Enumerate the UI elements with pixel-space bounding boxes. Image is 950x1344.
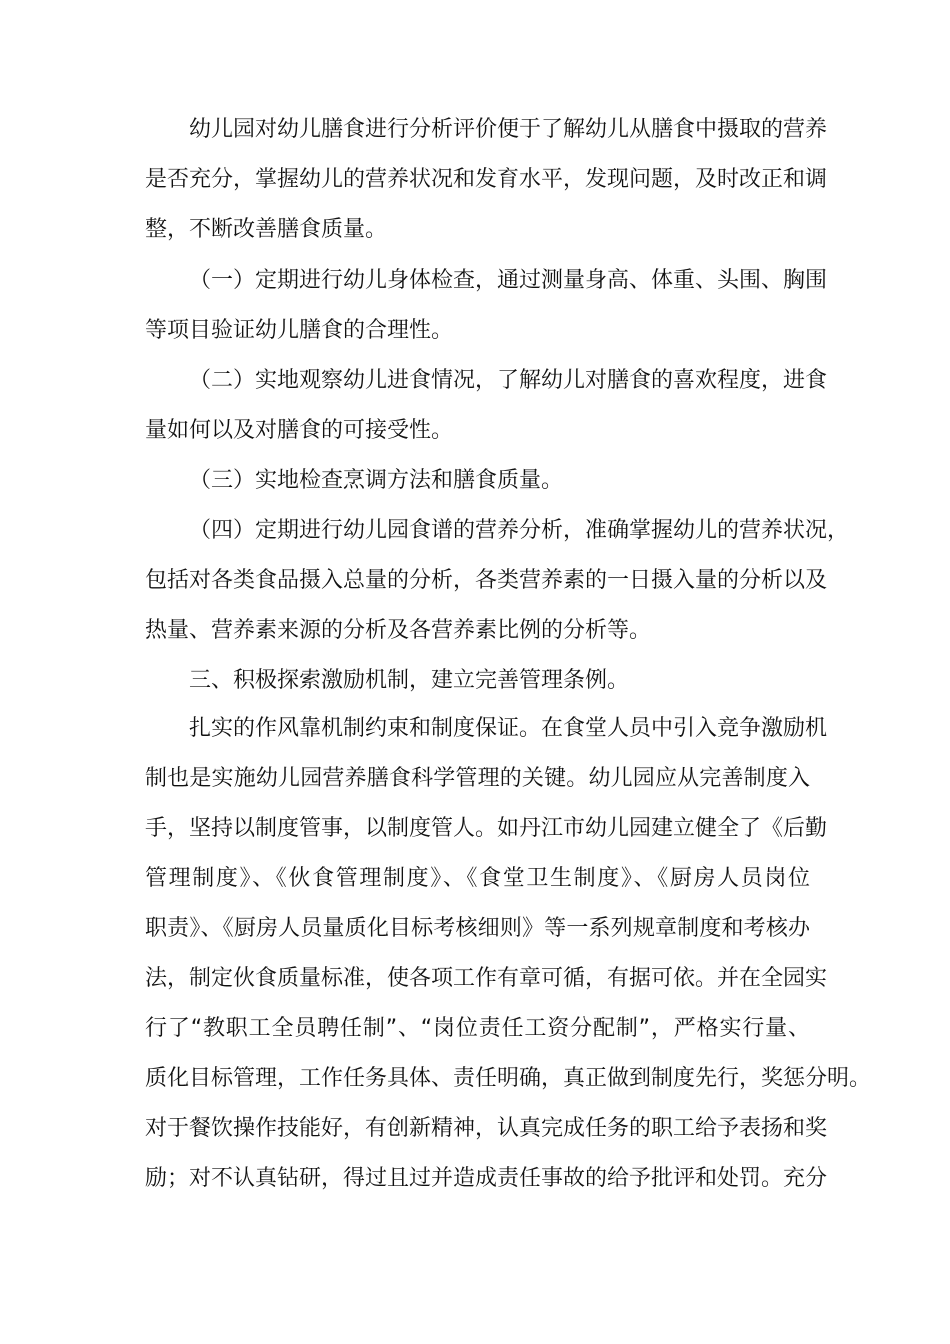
text-line: 量如何以及对膳食的可接受性。 [145,418,454,443]
text-line: 法，制定伙食质量标准，使各项工作有章可循，有据可依。并在全园实 [145,966,828,991]
text-line: 包括对各类食品摄入总量的分析，各类营养素的一日摄入量的分析以及 [145,568,828,593]
text-line: 管理制度》、《伙食管理制度》、《食堂卫生制度》、《厨房人员岗位 [145,866,810,891]
text-line: （二）实地观察幼儿进食情况，了解幼儿对膳食的喜欢程度，进食 [189,368,828,393]
text-line: 制也是实施幼儿园营养膳食科学管理的关键。幼儿园应从完善制度入 [145,766,810,791]
text-line: 整，不断改善膳食质量。 [145,217,388,242]
text-line: 行了“教职工全员聘任制”、“岗位责任工资分配制”，严格实行量、 [145,1016,810,1041]
text-line: 扎实的作风靠机制约束和制度保证。在食堂人员中引入竞争激励机 [189,716,828,741]
text-line: 手，坚持以制度管事，以制度管人。如丹江市幼儿园建立健全了《后勤 [145,816,828,841]
text-line: 热量、营养素来源的分析及各营养素比例的分析等。 [145,618,652,643]
text-line: （四）定期进行幼儿园食谱的营养分析，准确掌握幼儿的营养状况， [189,518,850,543]
text-line: 是否充分，掌握幼儿的营养状况和发育水平，发现问题，及时改正和调 [145,167,828,192]
text-line: 励；对不认真钻研，得过且过并造成责任事故的给予批评和处罚。充分 [145,1166,828,1191]
section-heading: 三、积极探索激励机制，建立完善管理条例。 [189,668,630,693]
text-line: 质化目标管理，工作任务具体、责任明确，真正做到制度先行，奖惩分明。 [145,1066,872,1091]
text-line: 对于餐饮操作技能好，有创新精神，认真完成任务的职工给予表扬和奖 [145,1116,828,1141]
text-line: （三）实地检查烹调方法和膳食质量。 [189,468,564,493]
text-line: （一）定期进行幼儿身体检查，通过测量身高、体重、头围、胸围 [189,268,828,293]
text-line: 幼儿园对幼儿膳食进行分析评价便于了解幼儿从膳食中摄取的营养 [189,117,828,142]
text-line: 等项目验证幼儿膳食的合理性。 [145,318,454,343]
text-line: 职责》、《厨房人员量质化目标考核细则》等一系列规章制度和考核办 [145,916,810,941]
